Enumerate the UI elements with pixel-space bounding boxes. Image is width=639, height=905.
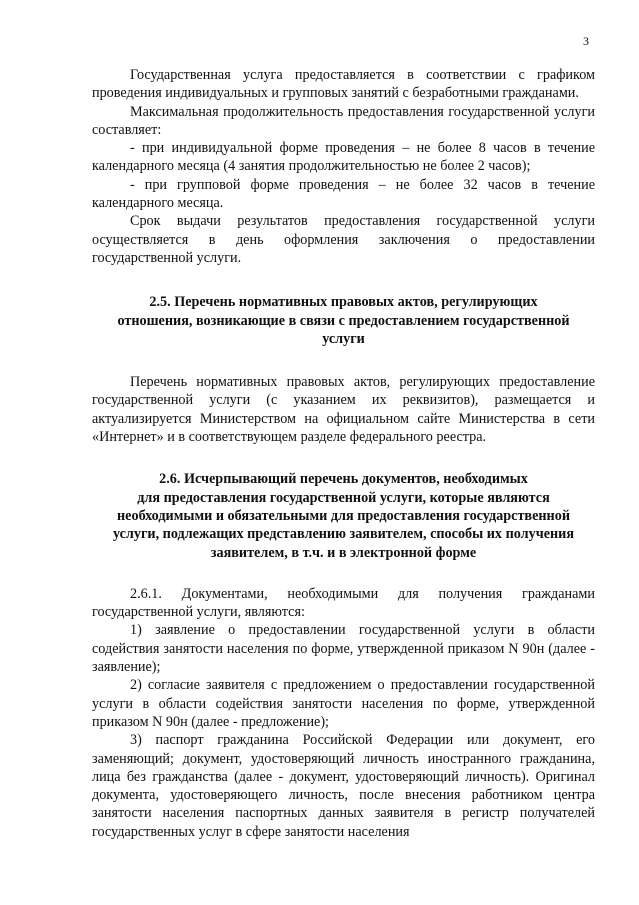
paragraph-2-6-1: 2.6.1. Документами, необходимыми для получения гражданами государственной услуги, являются:: [92, 585, 595, 621]
section-2-5-heading: [92, 293, 595, 348]
heading-line: услуги: [322, 330, 365, 347]
heading-line: заявителем, в т.ч. и в электронной форме: [210, 544, 477, 561]
paragraph-group-form: - при групповой форме проведения – не более 32 часов в течение календарного месяца.: [92, 176, 595, 212]
heading-line: для предоставления государственной услуги, которые являются: [137, 489, 550, 506]
paragraph-legal-acts: Перечень нормативных правовых актов, регулирующих предоставление государственной услуги (с указанием их реквизитов), размещается и актуализируется Министерством на официальном сайте Министерства в сети «Интернет» и в соответствующем разделе федерального реестра.: [92, 374, 595, 446]
list-item-consent: 2) согласие заявителя с предложением о предоставлении государственной услуги в области содействия занятости населения по форме, утвержденной приказом N 90н (далее - предложение);: [92, 677, 595, 730]
paragraph-schedule: Государственная услуга предоставляется в соответствии с графиком проведения индивидуальных и групповых занятий с безработными гражданами.: [92, 67, 595, 102]
heading-line: 2.5. Перечень нормативных правовых актов, регулирующих: [149, 294, 538, 311]
paragraph-individual-form: - при индивидуальной форме проведения – не более 8 часов в течение календарного месяца (4 занятия продолжительностью не более 2 часов);: [92, 140, 595, 175]
paragraph-results-deadline: Срок выдачи результатов предоставления государственной услуги осуществляется в день оформления заключения о предоставлении государственной услуги.: [92, 213, 595, 266]
list-item-passport: 3) паспорт гражданина Российской Федерации или документ, его заменяющий; документ, удостоверяющий личность иностранного гражданина, лица без гражданства (далее - документ, удостоверяющий личность). Оригинал документа, удостоверяющего личность, после внесения работником центра занятости населения паспортных данных заявителя в регистр получателей государственных услуг в сфере занятости населения: [92, 732, 595, 840]
page-number: 3: [583, 34, 589, 48]
heading-line: услуги, подлежащих представлению заявителем, способы их получения: [112, 526, 575, 543]
list-item-application: 1) заявление о предоставлении государственной услуги в области содействия занятости населения по форме, утвержденной приказом N 90н (далее - заявление);: [92, 622, 595, 676]
heading-line: отношения, возникающие в связи с предоставлением государственной: [117, 312, 570, 329]
heading-line: необходимыми и обязательными для предоставления государственной: [117, 507, 570, 524]
document-body: [92, 66, 595, 841]
heading-line: 2.6. Исчерпывающий перечень документов, необходимых: [159, 471, 528, 488]
section-2-6-heading: [92, 470, 595, 561]
paragraph-max-duration: Максимальная продолжительность предоставления государственной услуги составляет:: [92, 103, 595, 138]
